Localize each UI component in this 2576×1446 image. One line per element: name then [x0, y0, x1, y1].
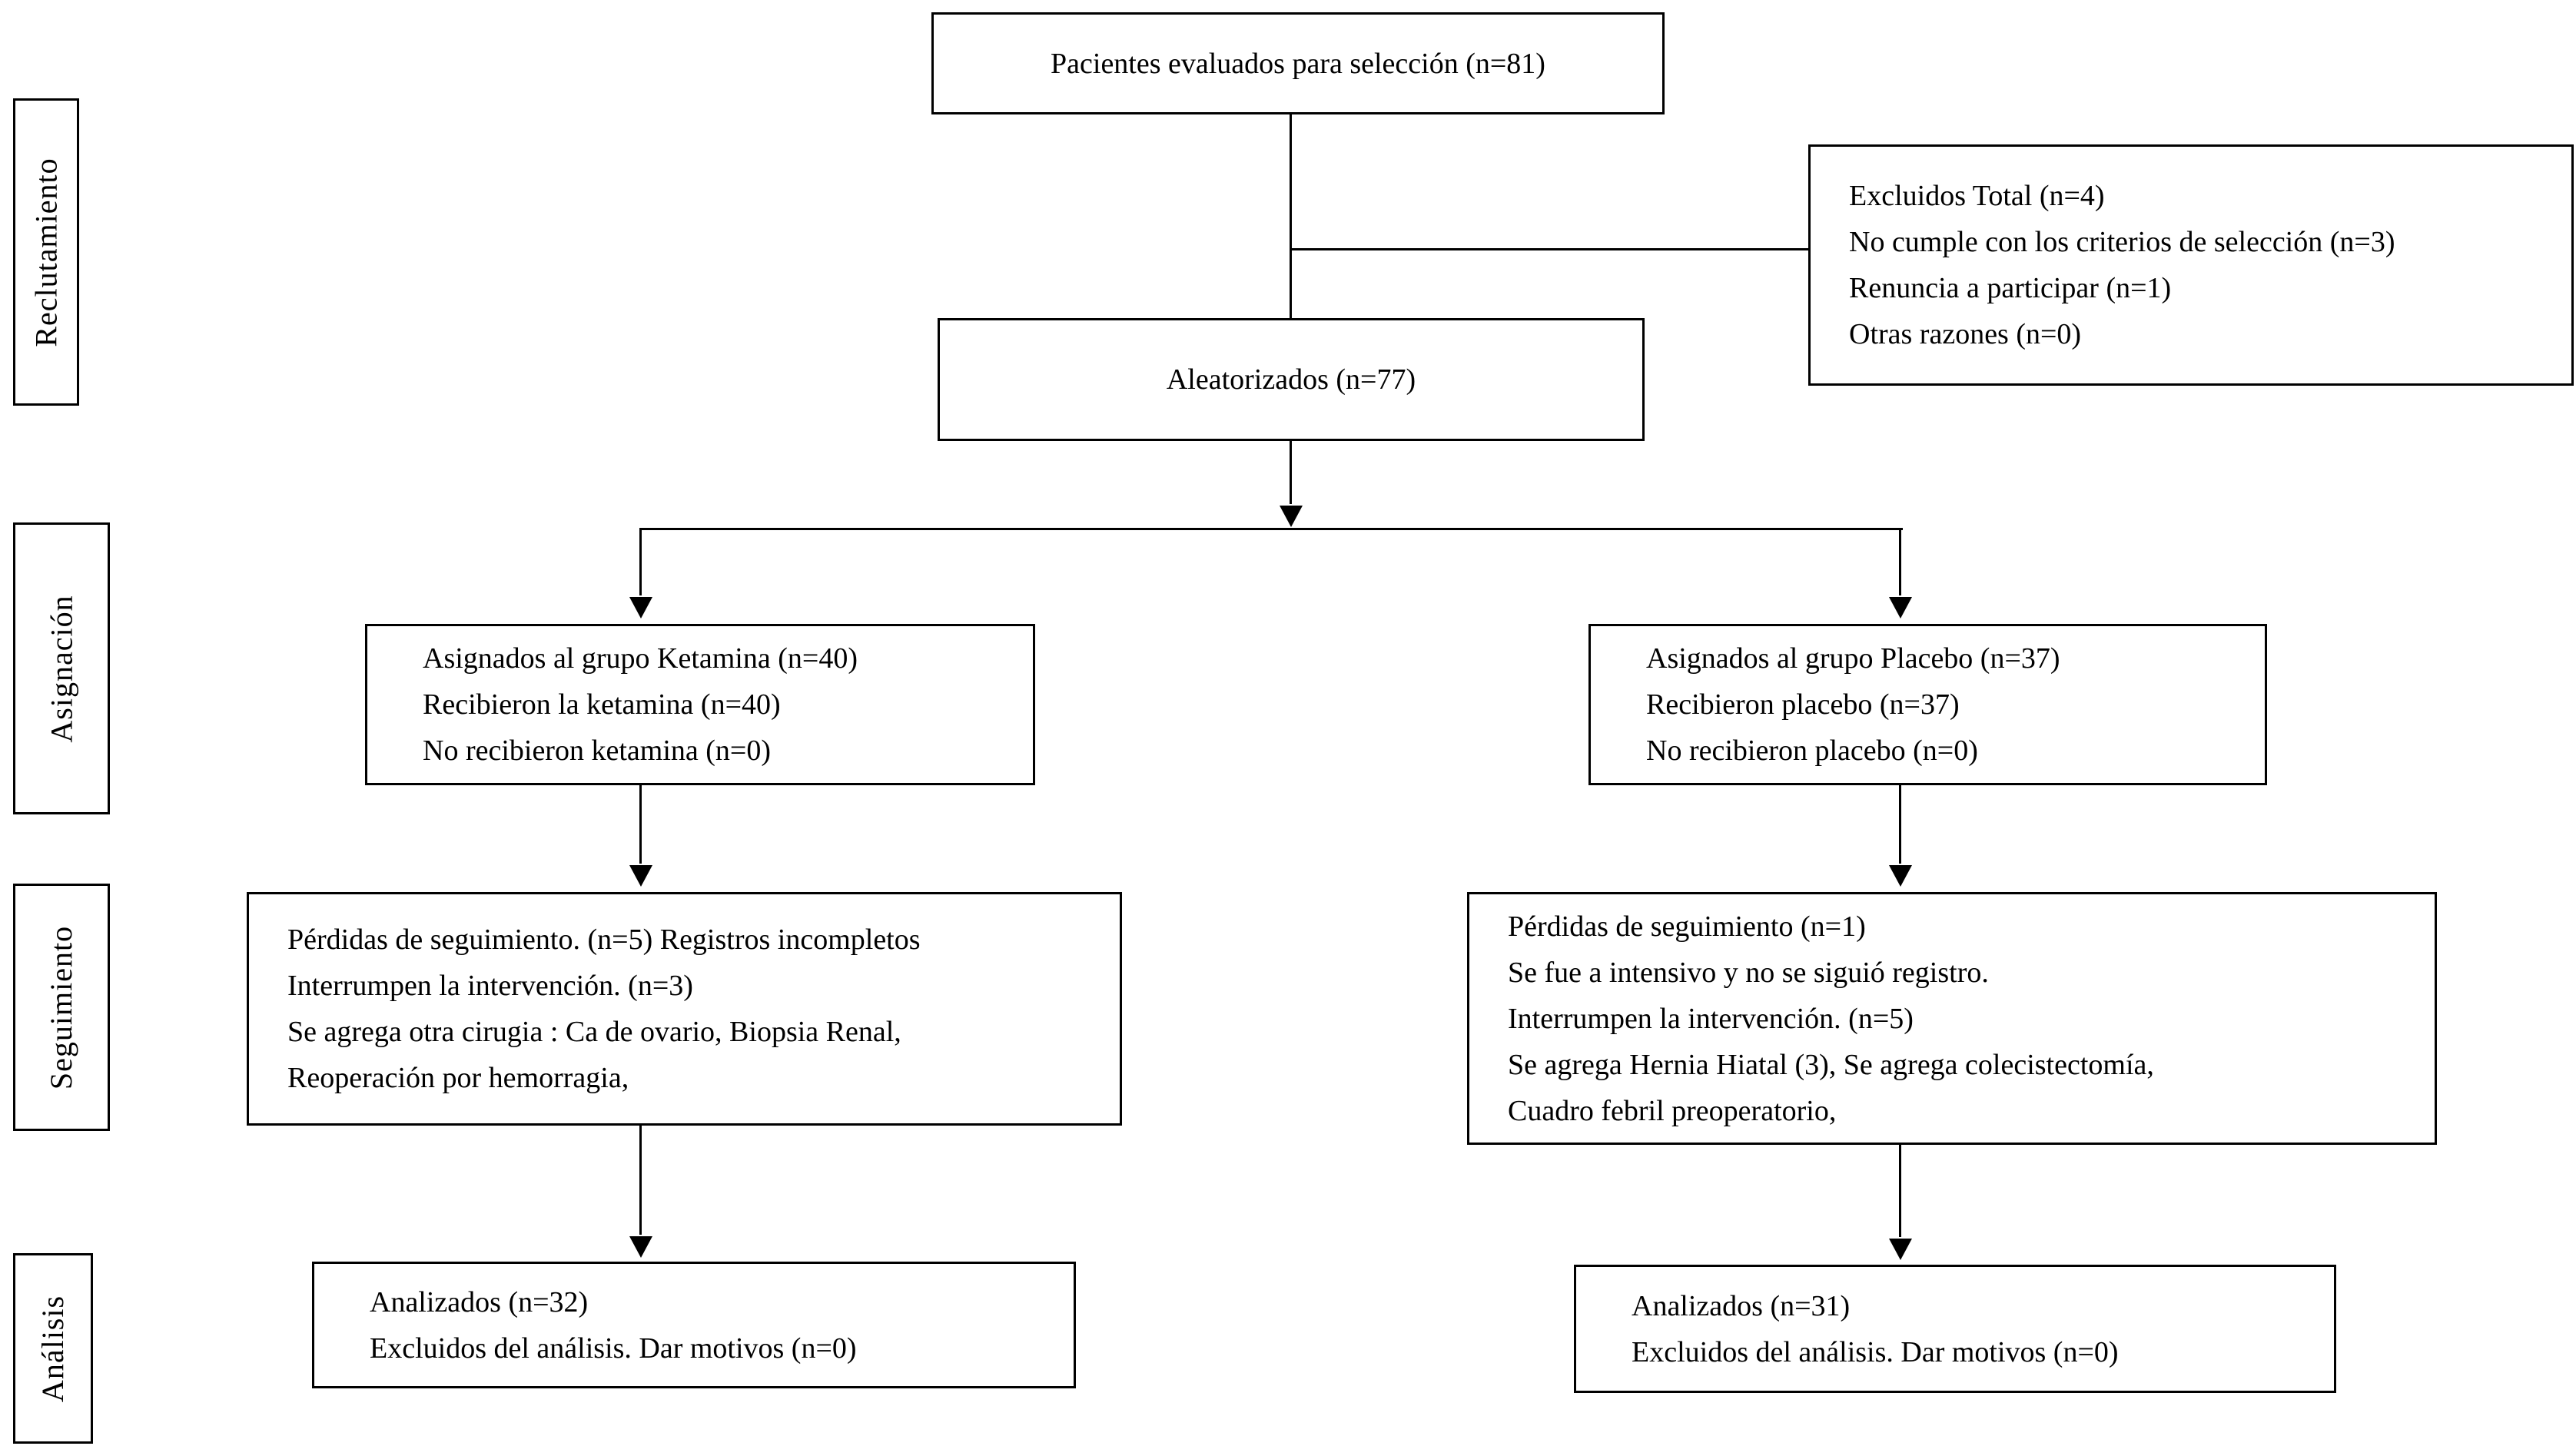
box-analysis-placebo-line-2: Excluidos del análisis. Dar motivos (n=0) [1632, 1335, 2119, 1368]
connector-branch-excluded [1290, 248, 1808, 250]
box-analysis-placebo [1574, 1265, 2336, 1393]
arrowhead-randomized-splitter [1280, 506, 1303, 527]
box-randomized [938, 318, 1645, 441]
box-analysis-ketamine [312, 1262, 1076, 1388]
box-followup-ketamine-line-1: Pérdidas de seguimiento. (n=5) Registros incompletos [287, 924, 921, 956]
box-assessed [931, 12, 1665, 114]
box-allocation-placebo-line-2: Recibieron placebo (n=37) [1646, 688, 1960, 721]
connector-splitter-placebo [1899, 528, 1901, 595]
stage-label-allocation [13, 522, 110, 814]
box-followup-placebo-line-4: Se agrega Hernia Hiatal (3), Se agrega colecistectomía, [1508, 1048, 2154, 1081]
box-followup-ketamine [247, 892, 1122, 1126]
box-excluded-line-4: Otras razones (n=0) [1849, 318, 2082, 350]
arrowhead-splitter-placebo [1889, 597, 1912, 619]
box-allocation-ketamine-line-2: Recibieron la ketamina (n=40) [423, 688, 781, 721]
stage-label-analysis [13, 1253, 93, 1444]
box-followup-placebo-line-1: Pérdidas de seguimiento (n=1) [1508, 910, 1866, 943]
connector-assessed-randomized [1290, 114, 1292, 318]
box-excluded-line-2: No cumple con los criterios de selección (n=3) [1849, 226, 2395, 258]
arrowhead-splitter-ketamine [629, 597, 652, 619]
stage-label-followup [13, 884, 110, 1131]
box-followup-placebo-line-5: Cuadro febril preoperatorio, [1508, 1094, 1837, 1127]
stage-label-recruitment [13, 98, 79, 406]
box-analysis-ketamine-line-1: Analizados (n=32) [370, 1285, 589, 1318]
connector-placebo-followup-analysis [1899, 1145, 1901, 1237]
box-allocation-placebo-line-3: No recibieron placebo (n=0) [1646, 735, 1978, 767]
connector-splitter [641, 528, 1903, 530]
stage-label-recruitment-text: Reclutamiento [28, 157, 64, 347]
connector-splitter-ketamine [639, 528, 642, 595]
box-allocation-placebo [1588, 624, 2267, 785]
box-followup-placebo-line-2: Se fue a intensivo y no se siguió registro. [1508, 956, 1989, 989]
connector-ketamine-allocation-followup [639, 785, 642, 864]
connector-placebo-allocation-followup [1899, 785, 1901, 864]
box-allocation-ketamine-line-3: No recibieron ketamina (n=0) [423, 735, 771, 767]
box-excluded [1808, 144, 2574, 386]
box-allocation-placebo-line-1: Asignados al grupo Placebo (n=37) [1646, 642, 2060, 675]
box-excluded-line-3: Renuncia a participar (n=1) [1849, 272, 2172, 304]
box-followup-ketamine-line-4: Reoperación por hemorragia, [287, 1062, 629, 1094]
box-followup-ketamine-line-3: Se agrega otra cirugia : Ca de ovario, Biopsia Renal, [287, 1016, 901, 1048]
arrowhead-placebo-allocation-followup [1889, 865, 1912, 887]
box-allocation-ketamine [365, 624, 1035, 785]
connector-ketamine-followup-analysis [639, 1126, 642, 1235]
box-followup-placebo-line-3: Interrumpen la intervención. (n=5) [1508, 1002, 1914, 1035]
box-analysis-ketamine-line-2: Excluidos del análisis. Dar motivos (n=0) [370, 1332, 857, 1365]
stage-label-analysis-text: Análisis [35, 1295, 71, 1402]
box-allocation-ketamine-line-1: Asignados al grupo Ketamina (n=40) [423, 642, 858, 675]
connector-randomized-splitter [1290, 441, 1292, 504]
arrowhead-ketamine-followup-analysis [629, 1236, 652, 1258]
box-analysis-placebo-line-1: Analizados (n=31) [1632, 1289, 1851, 1322]
arrowhead-placebo-followup-analysis [1889, 1239, 1912, 1260]
box-followup-ketamine-line-2: Interrumpen la intervención. (n=3) [287, 970, 693, 1002]
box-assessed-text: Pacientes evaluados para selección (n=81) [1051, 47, 1545, 80]
box-followup-placebo [1467, 892, 2437, 1145]
stage-label-followup-text: Seguimiento [44, 925, 79, 1089]
box-excluded-line-1: Excluidos Total (n=4) [1849, 180, 2105, 212]
box-randomized-text: Aleatorizados (n=77) [1166, 363, 1416, 396]
arrowhead-ketamine-allocation-followup [629, 865, 652, 887]
stage-label-allocation-text: Asignación [44, 594, 79, 743]
